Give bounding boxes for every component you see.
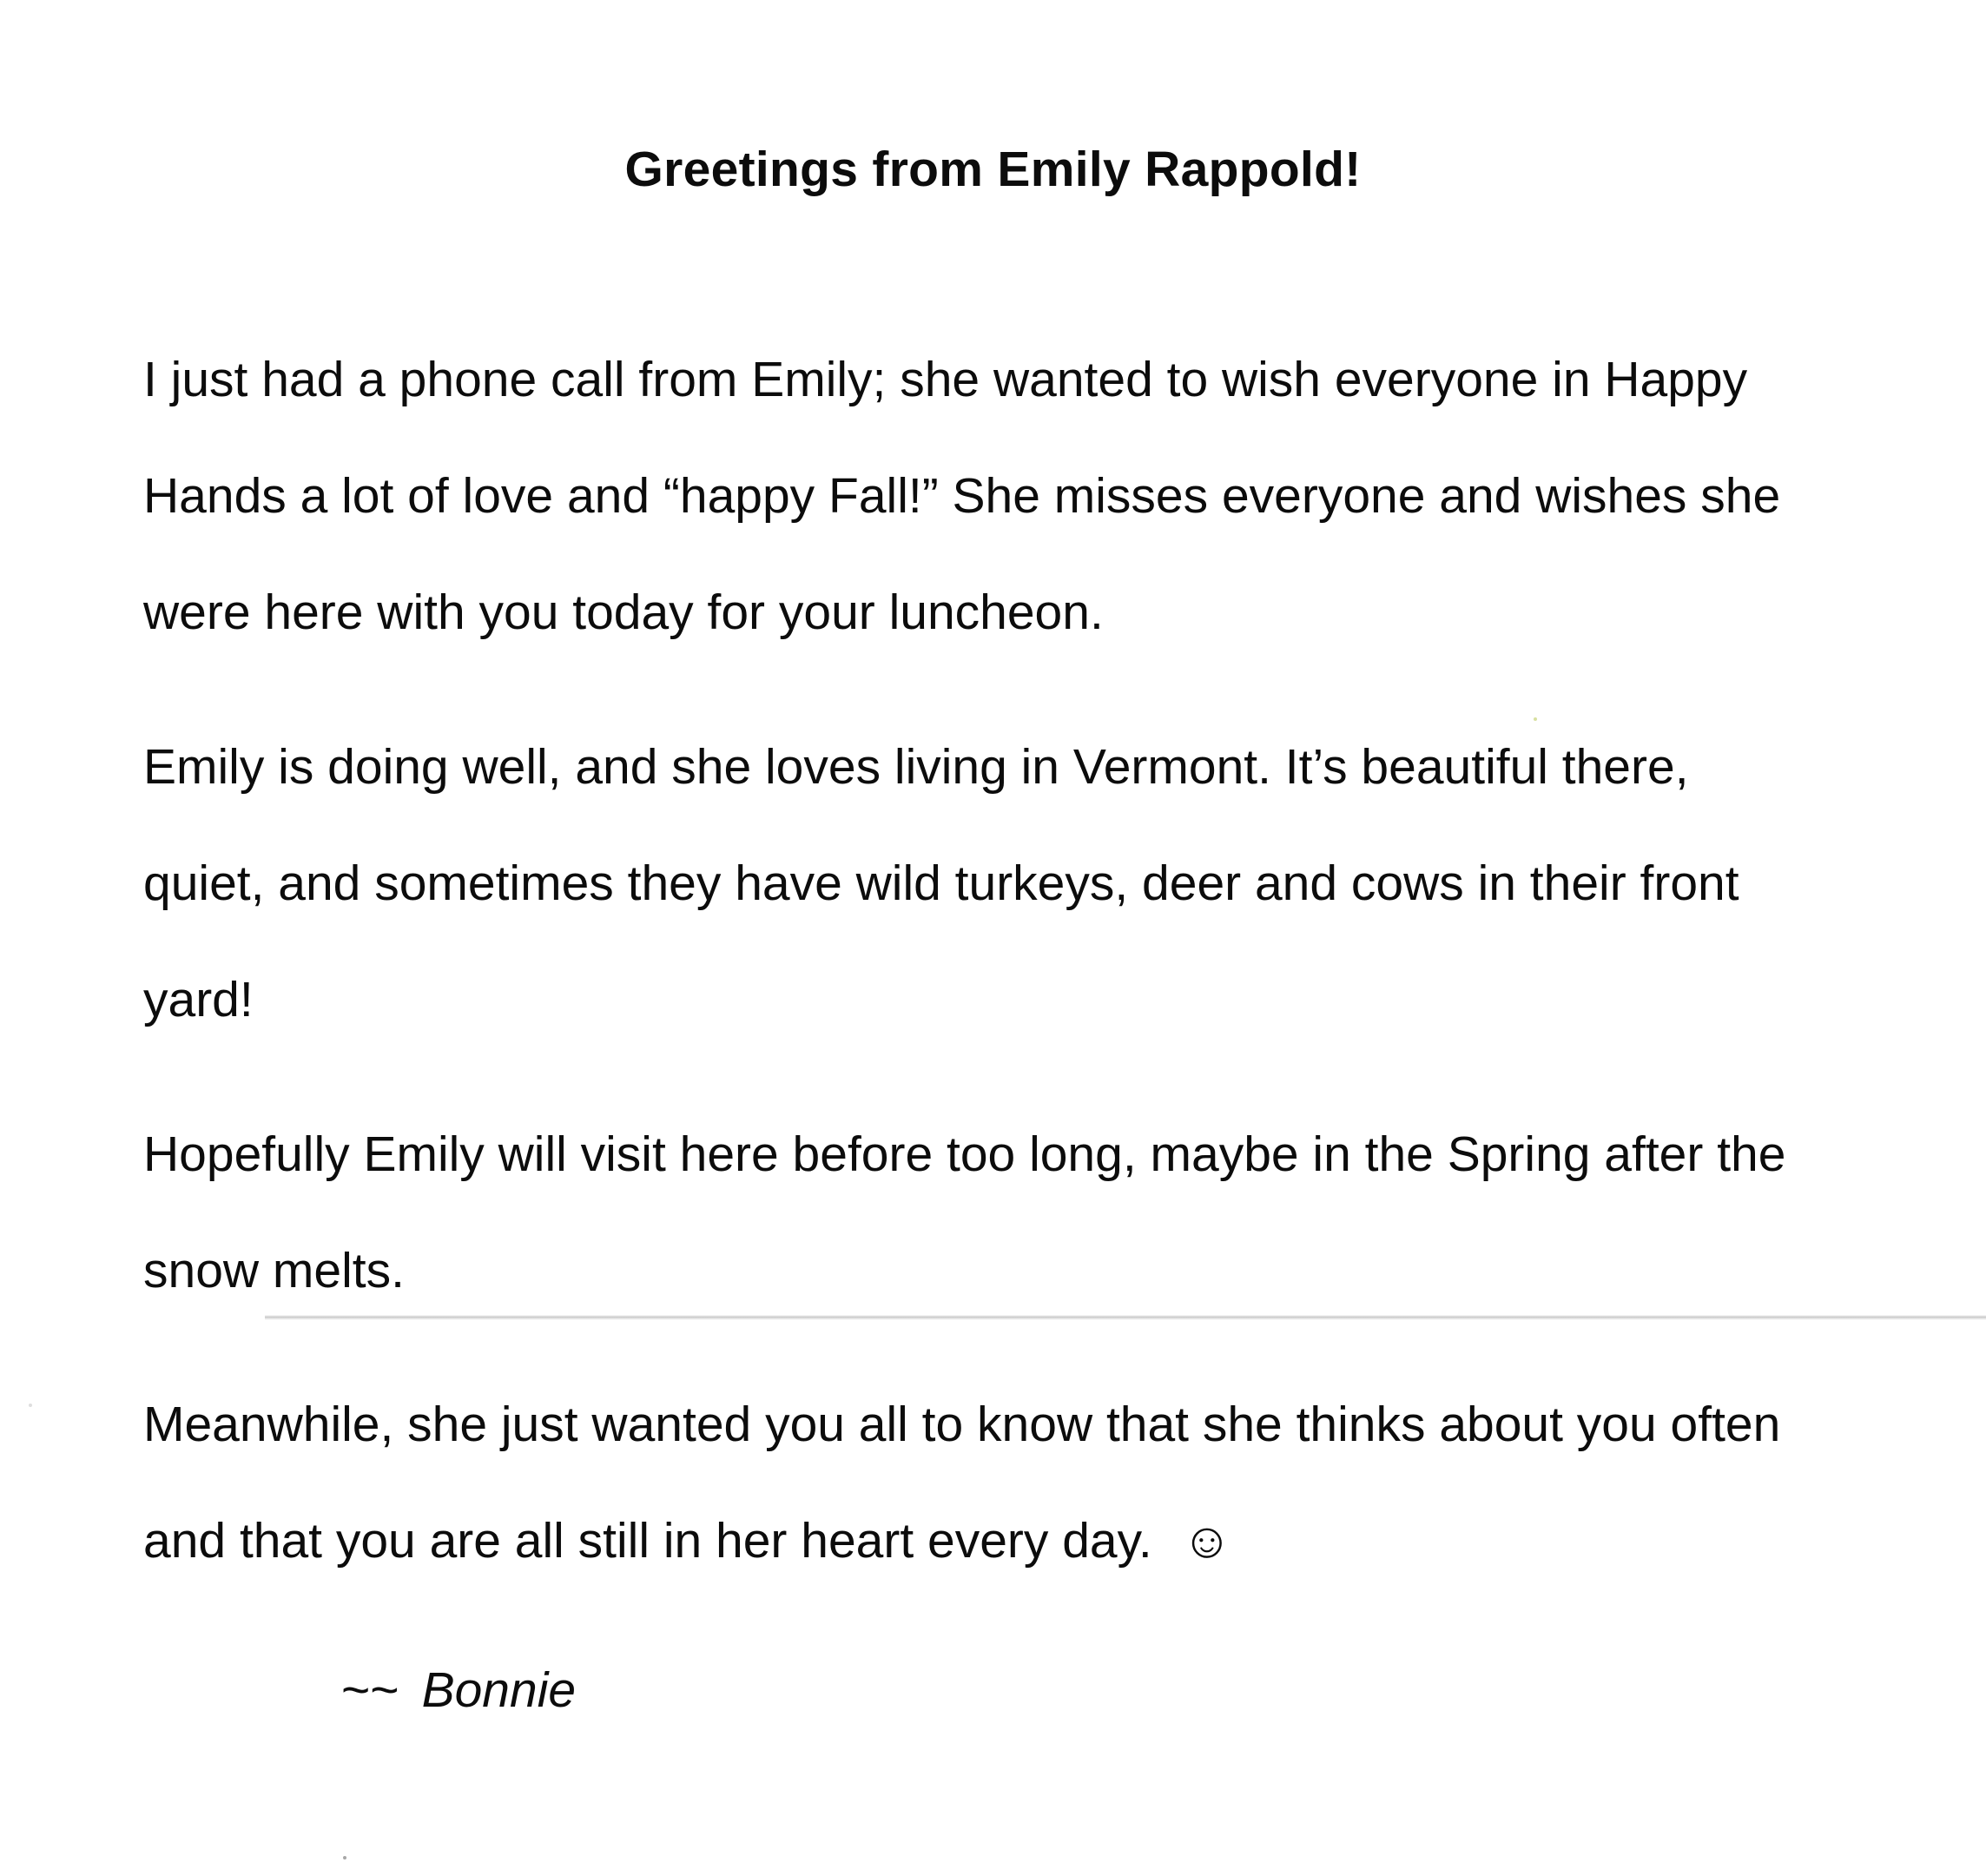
paper-speck [343, 1856, 346, 1859]
paragraph-meanwhile [143, 1366, 1897, 1599]
signature [341, 1655, 576, 1725]
paragraph-line: snow melts. [143, 1243, 405, 1298]
paragraph-visit [143, 1096, 1897, 1329]
smiley-icon: ☺ [1181, 1513, 1232, 1569]
signature-name: Bonnie [421, 1662, 577, 1718]
paper-speck [29, 1404, 32, 1407]
paragraph-line: quiet, and sometimes they have wild turkeys, deer and cows in their front [143, 855, 1739, 911]
letter-title: Greetings from Emily Rappold! [624, 142, 1362, 197]
paragraph-line [143, 1483, 1897, 1599]
paragraph-line: Emily is doing well, and she loves living in Vermont. It’s beautiful there, [143, 739, 1689, 795]
paragraph-line: yard! [143, 972, 254, 1027]
paper-fold-line [265, 1315, 1986, 1320]
paragraph-line: Hopefully Emily will visit here before too long, maybe in the Spring after the [143, 1126, 1786, 1182]
signature-prefix: ~~ [341, 1662, 399, 1718]
paragraph-line: Meanwhile, she just wanted you all to know that she thinks about you often [143, 1397, 1781, 1452]
paragraph-line: were here with you today for your luncheon. [143, 585, 1104, 640]
paper-speck [1534, 717, 1537, 721]
paragraph-vermont [143, 709, 1897, 1058]
paragraph-phone-call [143, 321, 1897, 670]
paragraph-line: Hands a lot of love and “happy Fall!” She misses everyone and wishes she [143, 468, 1781, 524]
paragraph-line: I just had a phone call from Emily; she wanted to wish everyone in Happy [143, 352, 1748, 407]
paragraph-line-text: and that you are all still in her heart every day. [143, 1513, 1152, 1569]
